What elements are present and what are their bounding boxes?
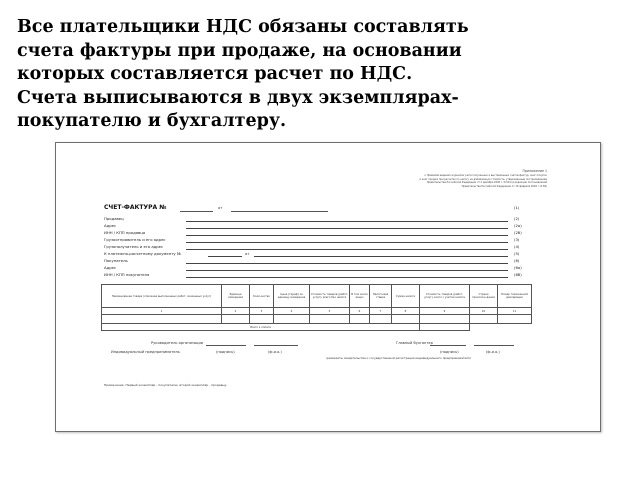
table-cell — [370, 315, 392, 324]
column-number: 11 — [498, 308, 532, 315]
table-header-cell: Налого-вая ставка — [370, 285, 392, 308]
column-number: 9 — [420, 308, 470, 315]
table-header-cell: Наименование товара (описание выполненных работ, оказанных услуг) — [102, 285, 222, 308]
field-label: Грузополучатель и его адрес — [104, 244, 164, 249]
table-cell — [350, 315, 370, 324]
table-cell — [102, 315, 222, 324]
field-line — [254, 256, 508, 257]
table-cell — [274, 315, 310, 324]
column-number: 7 — [370, 308, 392, 315]
invoice-title-code: (1) — [514, 205, 520, 210]
entrepreneur-label: Индивидуальный предприниматель — [111, 350, 180, 354]
field-label: ИНН / КПП продавца — [104, 230, 146, 235]
table-cell — [250, 315, 274, 324]
column-number: 1 — [102, 308, 222, 315]
column-number: 2 — [222, 308, 250, 315]
invoice-form-image — [55, 142, 601, 432]
column-number: 10 — [470, 308, 498, 315]
accountant-signature-label: Главный бухгалтер — [396, 341, 433, 345]
total-label: Всего к оплате — [102, 324, 420, 331]
field-code: (2) — [514, 216, 520, 221]
field-code: (6) — [514, 258, 520, 263]
table-cell — [392, 315, 420, 324]
heading-line: счета фактуры при продаже, на основании — [17, 40, 462, 61]
table-header-cell: Стоимость товаров (работ, услуг), всего без налога — [310, 285, 350, 308]
field-line — [186, 270, 508, 271]
table-cell — [420, 315, 470, 324]
field-label: Покупатель — [104, 258, 128, 263]
table-header-cell: Страна происхож-дения — [470, 285, 498, 308]
table-header-cell: Номер таможенной декларации — [498, 285, 532, 308]
column-number: 6 — [350, 308, 370, 315]
table-header-row — [102, 285, 532, 308]
heading-line: Счета выписываются в двух экземплярах- — [17, 87, 459, 108]
column-number: 5 — [310, 308, 350, 315]
column-number: 3 — [250, 308, 274, 315]
column-number: 4 — [274, 308, 310, 315]
form-footnote: Примечание. Первый экземпляр - покупателю, второй экземпляр - продавцу. — [104, 383, 228, 387]
signature-caption: (подпись) — [440, 350, 459, 354]
table-cell — [310, 315, 350, 324]
empty-cell — [470, 324, 498, 331]
total-cell — [420, 324, 470, 331]
column-number: 8 — [392, 308, 420, 315]
field-from-label: от — [245, 252, 250, 256]
empty-cell — [498, 324, 532, 331]
field-code: (4) — [514, 244, 520, 249]
field-code: (6а) — [514, 265, 522, 270]
appendix-note-line: Правительства Российской Федерации от 16 февраля 2004 г. N 84) — [461, 184, 547, 188]
invoice-from-label: от — [218, 206, 223, 210]
table-cell — [222, 315, 250, 324]
table-total-row — [102, 324, 532, 331]
field-line — [186, 242, 508, 243]
head-signature-label: Руководитель организации — [151, 341, 204, 345]
field-line — [186, 277, 508, 278]
field-code: (2б) — [514, 230, 522, 235]
appendix-label: Приложение 1 — [522, 169, 547, 173]
appendix-note-line: и книг продаж при расчетах по налогу на добавленную стоимость, утвержденным постановлением — [419, 177, 547, 181]
heading-line: которых составляется расчет по НДС. — [17, 64, 413, 84]
field-line — [186, 221, 508, 222]
slide-heading — [17, 16, 632, 134]
table-header-cell: Единица измерения — [222, 285, 250, 308]
accountant-signature-line — [430, 345, 466, 346]
field-code: (3) — [514, 237, 520, 242]
table-header-cell: Цена (тариф) за единицу измерения — [274, 285, 310, 308]
field-label: Грузоотправитель и его адрес — [104, 237, 166, 242]
invoice-items-table — [101, 284, 532, 331]
table-number-row — [102, 308, 532, 315]
head-signature-line — [206, 345, 246, 346]
field-code: (2а) — [514, 223, 522, 228]
heading-line: покупателю и бухгалтеру. — [17, 111, 287, 131]
table-header-cell: Сумма налога — [392, 285, 420, 308]
table-cell — [498, 315, 532, 324]
signature-caption: (подпись) — [216, 350, 235, 354]
field-line — [186, 228, 508, 229]
field-line — [186, 249, 508, 250]
field-code: (6б) — [514, 272, 522, 277]
table-row — [102, 315, 532, 324]
field-label: Адрес — [104, 265, 117, 270]
table-header-cell: Коли-чество — [250, 285, 274, 308]
invoice-title: СЧЕТ-ФАКТУРА № — [104, 204, 167, 211]
field-line — [186, 235, 508, 236]
appendix-note-line: Правительства Российской Федерации от 2 декабря 2000 г. N 914 (в редакции постановлений — [426, 181, 547, 184]
registration-caption: (реквизиты свидетельства о государственной регистрации индивидуального предпринимателя) — [326, 356, 471, 360]
head-name-line — [254, 345, 298, 346]
heading-line: Все плательщики НДС обязаны составлять — [17, 17, 469, 37]
appendix-note-line: к Правилам ведения журналов учета полученных и выставленных счетов-фактур, книг покупок — [424, 174, 547, 177]
field-label: К платежно-расчетному документу № — [104, 251, 181, 256]
field-code: (5) — [514, 251, 520, 256]
field-label: Адрес — [104, 223, 117, 228]
accountant-name-line — [474, 345, 514, 346]
field-line — [186, 263, 508, 264]
field-label: ИНН / КПП покупателя — [104, 272, 150, 277]
field-line — [208, 256, 242, 257]
invoice-number-line — [180, 211, 213, 212]
table-header-cell: Стоимость товаров (работ, услуг), всего с учетом налога — [420, 285, 470, 308]
table-cell — [470, 315, 498, 324]
invoice-date-line — [231, 211, 328, 212]
table-header-cell: В том числе акциз — [350, 285, 370, 308]
field-label: Продавец — [104, 216, 124, 221]
name-caption: (ф.и.о.) — [268, 350, 282, 354]
name-caption: (ф.и.о.) — [486, 350, 500, 354]
